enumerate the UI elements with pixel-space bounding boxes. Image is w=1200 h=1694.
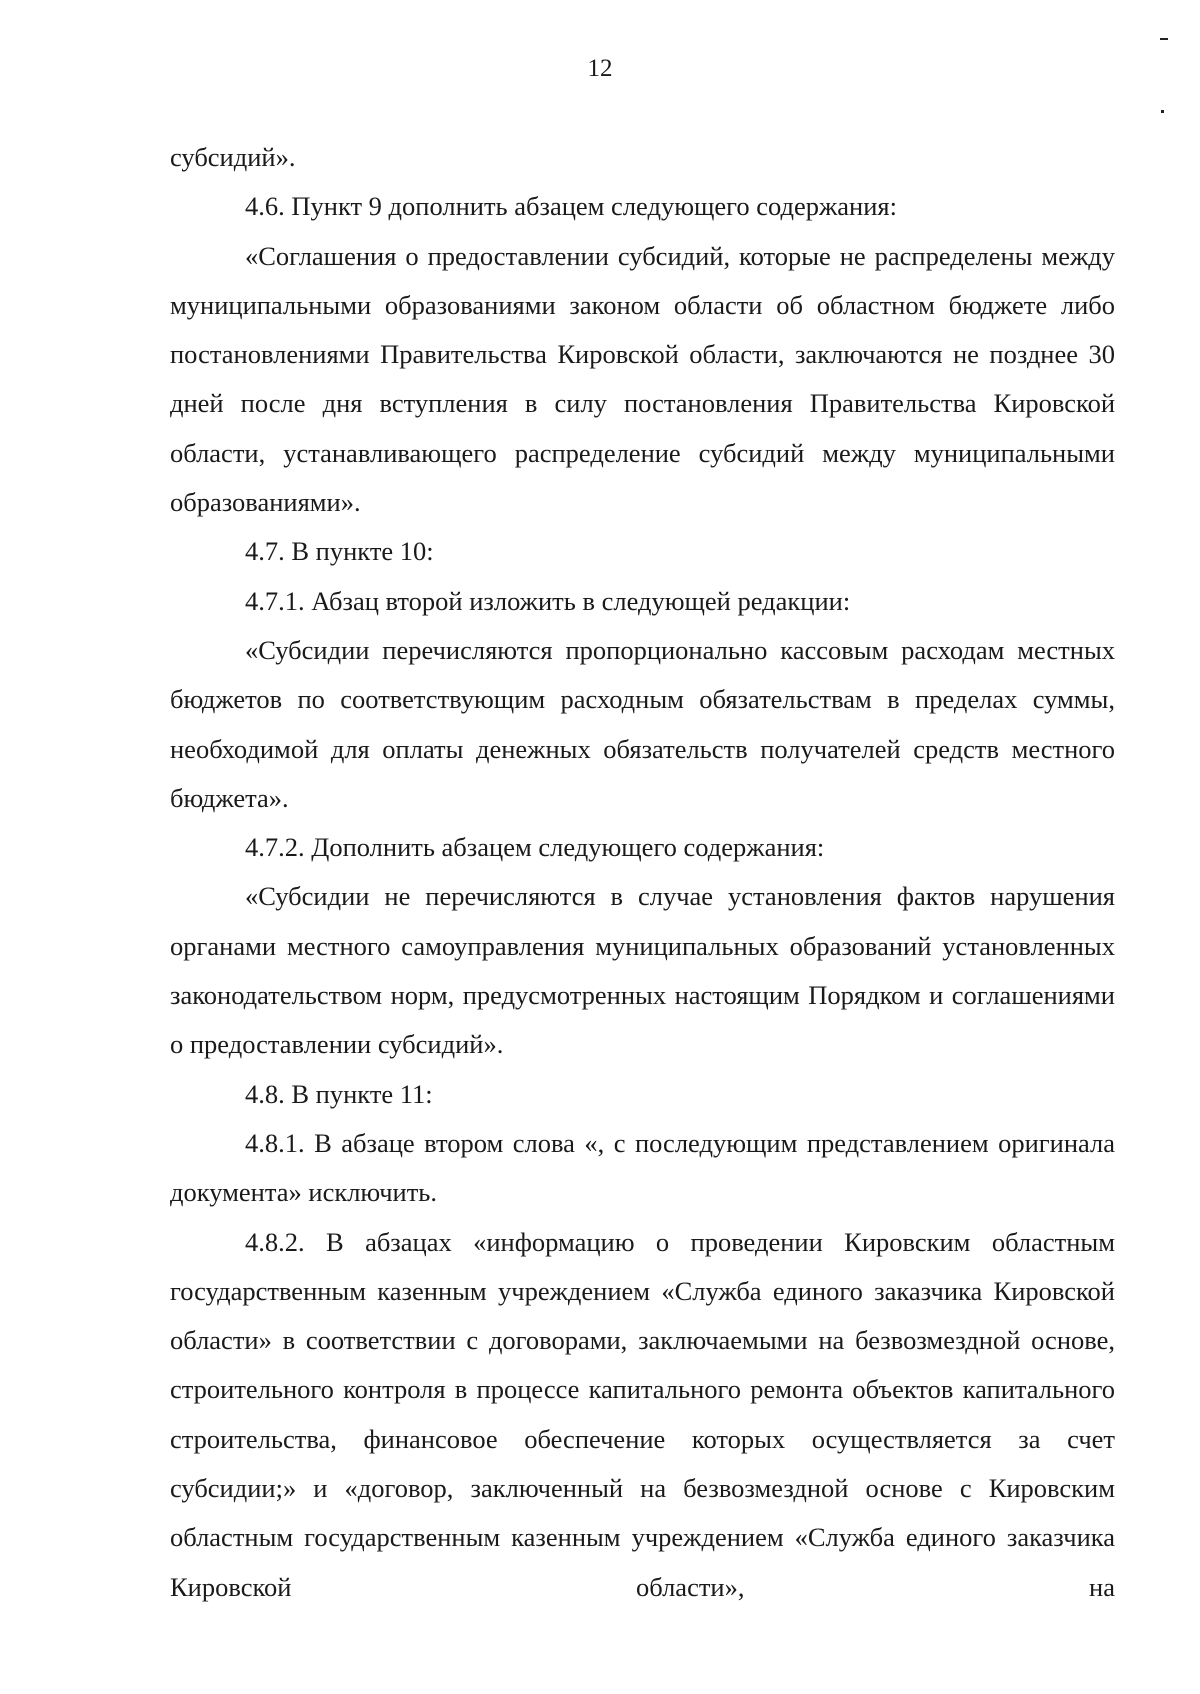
- document-body: [170, 133, 1115, 1612]
- paragraph-item-4-7: 4.7. В пункте 10:: [245, 536, 434, 567]
- paragraph-item-4-7-2: 4.7.2. Дополнить абзацем следующего содержания:: [245, 832, 825, 863]
- paragraph-item-4-7-1: 4.7.1. Абзац второй изложить в следующей редакции:: [245, 585, 851, 616]
- paragraph-item-4-8-1: 4.8.1. В абзаце втором слова «, с последующим представлением оригинала документа» исключить.: [170, 1127, 1115, 1208]
- paragraph-item-4-8-2: 4.8.2. В абзацах «информацию о проведении Кировским областным государственным казенным учреждением «Служба единого заказчика Кировской области» в соответствии с договорами, заключаемыми на безвозмездной основе, строительного контроля в процессе капитального ремонта объектов капитального строительства, финансовое обеспечение которых осуществляется за счет субсидии;» и «договор, заключенный на безвозмездной основе с Кировским областным государственным казенным учреждением «Служба единого заказчика Кировской области», на: [170, 1226, 1115, 1602]
- paragraph-item-4-6: 4.6. Пункт 9 дополнить абзацем следующего содержания:: [245, 191, 897, 222]
- page-number: 12: [587, 55, 613, 82]
- scan-speck: [1160, 38, 1168, 40]
- paragraph-quote-agreements: «Соглашения о предоставлении субсидий, которые не распределены между муниципальными образованиями законом области об областном бюджете либо постановлениями Правительства Кировской области, заключаются не позднее 30 дней после дня вступления в силу постановления Правительства Кировской области, устанавливающего распределение субсидий между муниципальными образованиями».: [170, 240, 1115, 518]
- paragraph-continuation: субсидий».: [170, 142, 296, 172]
- paragraph-item-4-8: 4.8. В пункте 11:: [245, 1078, 433, 1109]
- scan-speck: [1161, 110, 1164, 113]
- paragraph-quote-subsidies-not-transferred: «Субсидии не перечисляются в случае установления фактов нарушения органами местного самоуправления муниципальных образований установленных законодательством норм, предусмотренных настоящим Порядком и соглашениями о предоставлении субсидий».: [170, 881, 1115, 1060]
- paragraph-quote-subsidies-transfer: «Субсидии перечисляются пропорционально кассовым расходам местных бюджетов по соответствующим расходным обязательствам в пределах суммы, необходимой для оплаты денежных обязательств получателей средств местного бюджета».: [170, 634, 1115, 813]
